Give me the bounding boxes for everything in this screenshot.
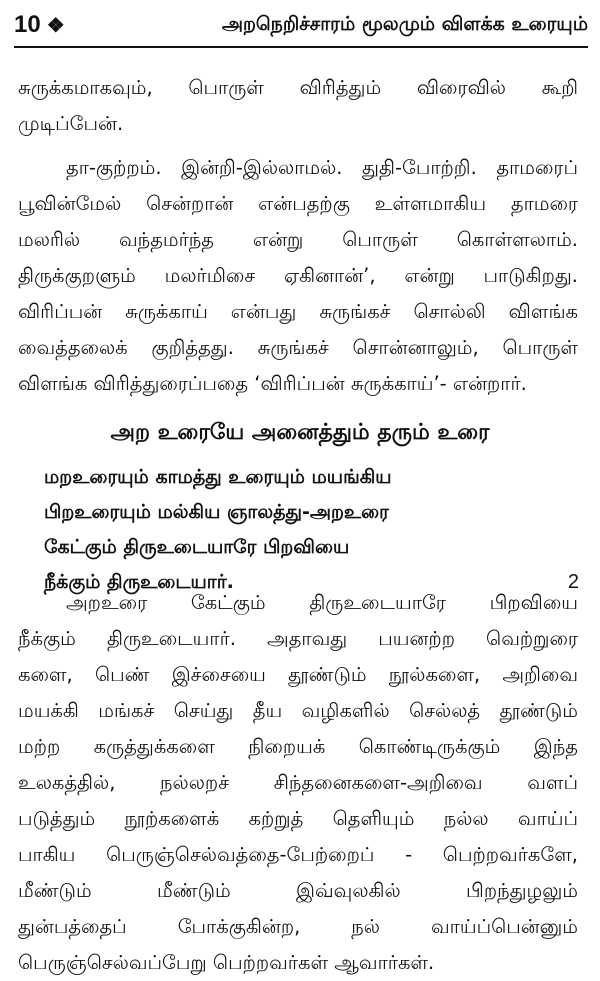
ornament-icon: ❖ — [46, 14, 65, 37]
paragraph-line: நீக்கும் திருஉடையார். அதாவது பயனற்ற வெற்றுரை — [18, 627, 578, 650]
paragraph-2 — [18, 150, 578, 402]
paragraph-line: துன்பத்தைப் போக்குகின்ற, நல் வாய்ப்பென்னும் — [18, 915, 578, 938]
paragraph-line: விரிப்பன் சுருக்காய் என்பது சுருங்கச் சொல்லி விளங்க — [18, 300, 578, 323]
paragraph-line: படுத்தும் நூற்களைக் கற்றுத் தெளியும் நல்ல வாய்ப் — [18, 807, 578, 830]
paragraph-line: களை, பெண் இச்சையை தூண்டும் நூல்களை, அறிவை — [18, 663, 578, 686]
paragraph-line: உலகத்தில், நல்லறச் சிந்தனைகளை-அறிவை வளப் — [18, 771, 578, 794]
paragraph-line: பூவின்மேல் சென்றான் என்பதற்கு உள்ளமாகிய தாமரை — [18, 192, 578, 215]
verse-line: கேட்கும் திருஉடையாரே பிறவியை — [44, 536, 350, 558]
page-number-block — [14, 11, 65, 39]
paragraph-line: முடிப்பேன். — [18, 112, 124, 135]
verse-line-text: நீக்கும் திருஉடையார். — [44, 571, 234, 593]
paragraph-line: மலரில் வந்தமர்ந்த என்று பொருள் கொள்ளலாம். — [18, 228, 578, 251]
page-header — [14, 4, 588, 48]
page-number: 10 — [14, 11, 41, 38]
paragraph-line: வைத்தலைக் குறித்தது. சுருங்கச் சொன்னாலும், பொருள் — [18, 336, 578, 359]
paragraph-line: தா-குற்றம். இன்றி-இல்லாமல். துதி-போற்றி. தாமரைப் — [66, 156, 578, 179]
section-heading: அற உரையே அனைத்தும் தரும் உரை — [110, 420, 490, 445]
paragraph-line: அறஉரை கேட்கும் திருஉடையாரே பிறவியை — [66, 591, 578, 614]
paragraph-3 — [18, 585, 578, 981]
paragraph-line: திருக்குறளும் மலர்மிசை ஏகினான்’, என்று பாடுகிறது. — [18, 264, 578, 287]
paragraph-line: மயக்கி மங்கச் செய்து தீய வழிகளில் செல்லத் தூண்டும் — [18, 699, 578, 722]
verse-line: பிறஉரையும் மல்கிய ஞாலத்து-அறஉரை — [44, 501, 389, 523]
paragraph-line: பாகிய பெருஞ்செல்வத்தை-பேற்றைப் - பெற்றவர்களே, — [18, 843, 578, 866]
paragraph-line: பெருஞ்செல்வப்பேறு பெற்றவர்கள் ஆவார்கள். — [18, 951, 435, 974]
paragraph-line: சுருக்கமாகவும், பொருள் விரித்தும் விரைவில் கூறி — [18, 76, 578, 99]
running-title: அறநெறிச்சாரம் மூலமும் விளக்க உரையும் — [221, 12, 588, 35]
paragraph-1 — [18, 70, 578, 142]
paragraph-line: மீண்டும் மீண்டும் இவ்வுலகில் பிறந்துழலும் — [18, 879, 578, 902]
paragraph-line: மற்ற கருத்துக்களை நிறையக் கொண்டிருக்கும் இந்த — [18, 735, 578, 758]
paragraph-line: விளங்க விரித்துரைப்பதை ‘விரிப்பன் சுருக்காய்’- என்றார். — [18, 372, 527, 395]
verse-number: 2 — [567, 571, 579, 593]
verse-line: மறஉரையும் காமத்து உரையும் மயங்கிய — [44, 466, 392, 488]
verse-block — [44, 460, 579, 600]
